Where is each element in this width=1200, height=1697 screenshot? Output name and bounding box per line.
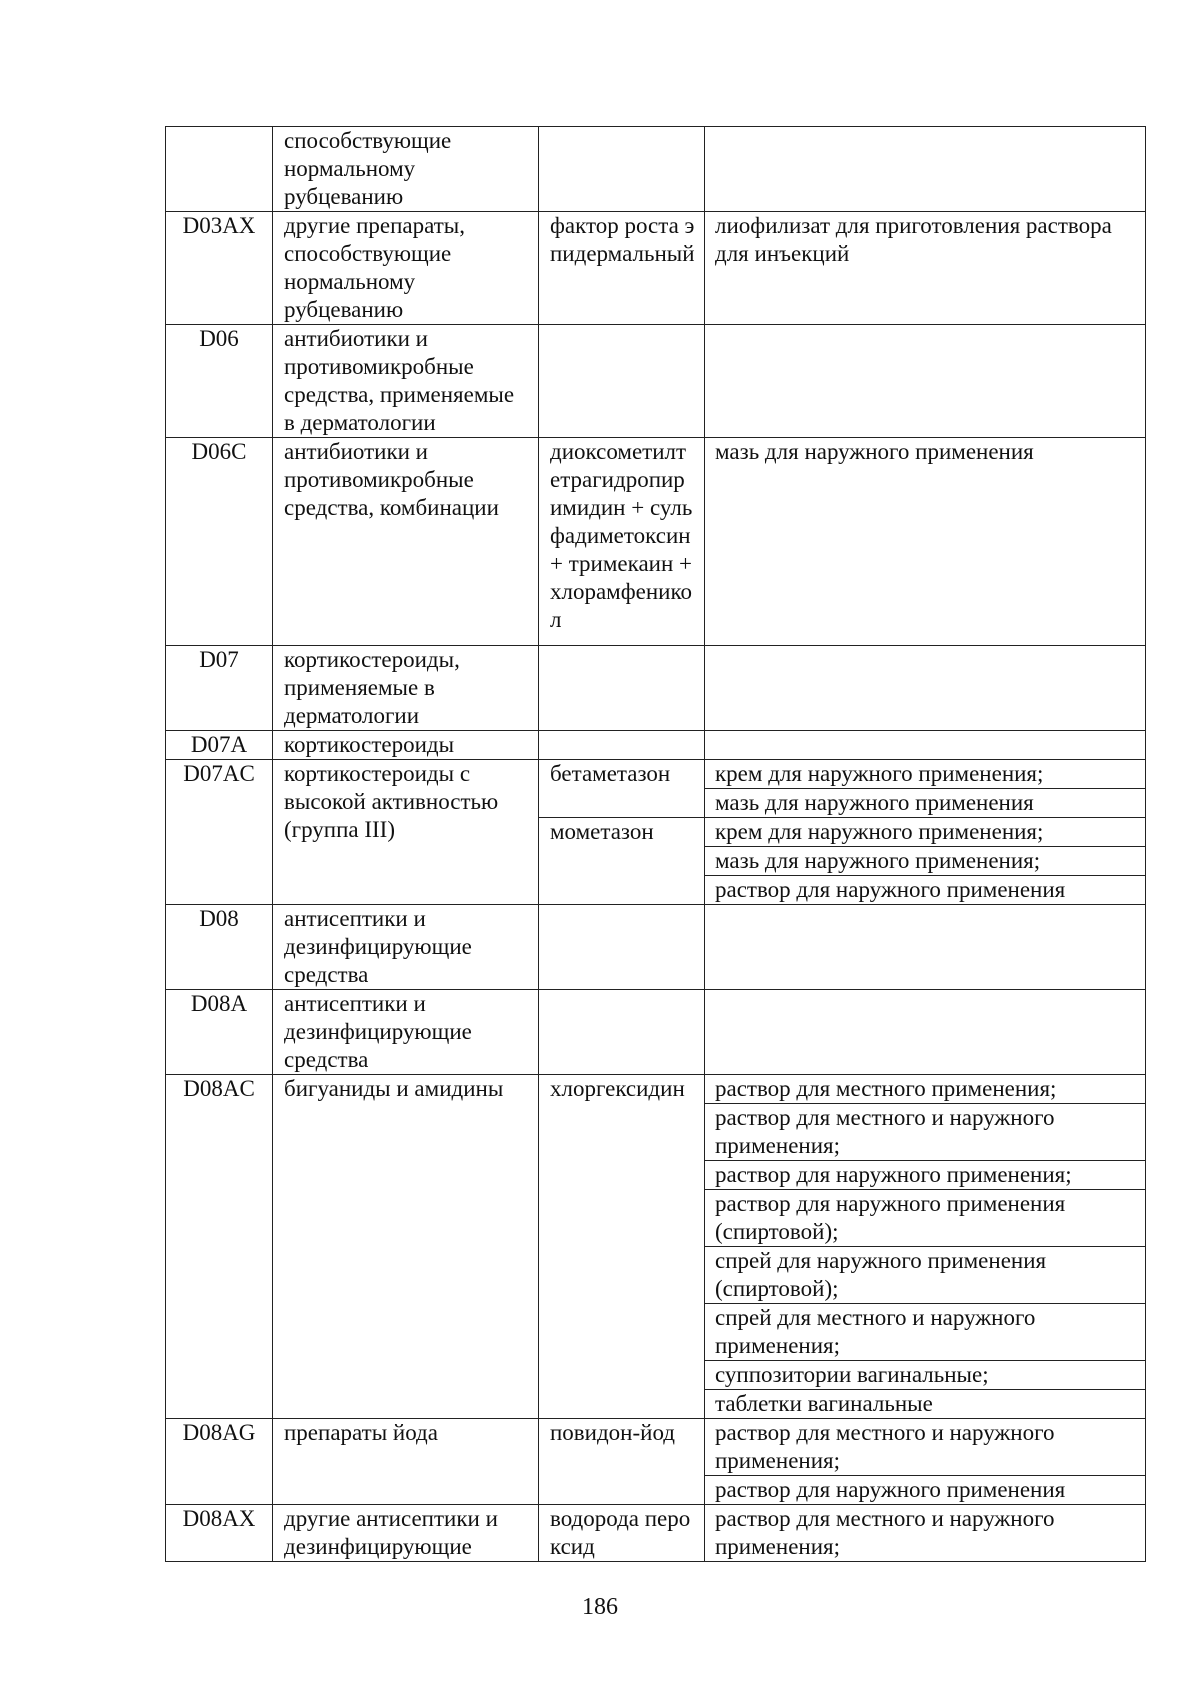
inn-name: мометазон	[539, 818, 705, 905]
dosage-forms-cell	[705, 760, 1146, 818]
dosage-forms-cell	[705, 212, 1146, 325]
dosage-form: мазь для наружного применения	[705, 788, 1145, 817]
dosage-form: раствор для наружного применения	[705, 875, 1145, 904]
dosage-forms-cell	[705, 325, 1146, 438]
dosage-forms-cell	[705, 818, 1146, 905]
table-row	[166, 1075, 1146, 1419]
dosage-form: спрей для местного и наружного применения;	[705, 1303, 1145, 1360]
table-row	[166, 760, 1146, 818]
dosage-form: мазь для наружного применения	[715, 439, 1034, 464]
dosage-forms-cell	[705, 990, 1146, 1075]
atc-code: D08AG	[166, 1419, 273, 1505]
inn-name	[539, 990, 705, 1075]
dosage-forms-cell	[705, 438, 1146, 646]
dosage-forms-cell	[705, 1505, 1146, 1562]
group-name: антисептики и дезинфицирующие средства	[273, 990, 539, 1075]
group-name: кортикостероиды	[273, 731, 539, 760]
dosage-form: спрей для наружного применения (спиртовой);	[705, 1246, 1145, 1303]
atc-code: D08AX	[166, 1505, 273, 1562]
table-row	[166, 905, 1146, 990]
inn-name: хлоргексидин	[539, 1075, 705, 1419]
dosage-forms-cell	[705, 1075, 1146, 1419]
dosage-form: раствор для наружного применения	[705, 1475, 1145, 1504]
dosage-form: раствор для местного и наружного применения;	[715, 1420, 1055, 1473]
atc-code	[166, 127, 273, 212]
inn-name	[539, 325, 705, 438]
inn-name: повидон-йод	[539, 1419, 705, 1505]
group-name: кортикостероиды, применяемые в дерматологии	[273, 646, 539, 731]
dosage-form: крем для наружного применения;	[715, 761, 1044, 786]
page-number: 186	[582, 1594, 618, 1620]
inn-name: бетаметазон	[539, 760, 705, 818]
dosage-form: мазь для наружного применения;	[705, 846, 1145, 875]
dosage-forms-cell	[705, 646, 1146, 731]
table-row	[166, 731, 1146, 760]
dosage-form: лиофилизат для приготовления раствора для инъекций	[715, 213, 1112, 266]
inn-name	[539, 646, 705, 731]
dosage-forms-cell	[705, 905, 1146, 990]
atc-code: D03AX	[166, 212, 273, 325]
group-name: другие антисептики и дезинфицирующие	[273, 1505, 539, 1562]
inn-name: диоксометилтетрагидропиримидин + сульфадиметоксин + тримекаин + хлорамфеникол	[539, 438, 705, 646]
atc-code: D06	[166, 325, 273, 438]
group-name: кортикостероиды с высокой активностью (группа III)	[273, 760, 539, 905]
table-row	[166, 127, 1146, 212]
group-name: антибиотики и противомикробные средства, применяемые в дерматологии	[273, 325, 539, 438]
dosage-form: раствор для местного применения;	[715, 1076, 1057, 1101]
group-name: другие препараты, способствующие нормальному рубцеванию	[273, 212, 539, 325]
table-row	[166, 438, 1146, 646]
table-row	[166, 646, 1146, 731]
atc-code: D08A	[166, 990, 273, 1075]
atc-code: D08AC	[166, 1075, 273, 1419]
table-row	[166, 990, 1146, 1075]
dosage-form: таблетки вагинальные	[705, 1389, 1145, 1418]
dosage-forms-cell	[705, 1419, 1146, 1505]
table-row	[166, 212, 1146, 325]
atc-code: D06C	[166, 438, 273, 646]
inn-name: фактор роста эпидермальный	[539, 212, 705, 325]
inn-name	[539, 127, 705, 212]
group-name: препараты йода	[273, 1419, 539, 1505]
inn-name: водорода пероксид	[539, 1505, 705, 1562]
table-row	[166, 1419, 1146, 1505]
atc-code: D07A	[166, 731, 273, 760]
atc-code: D08	[166, 905, 273, 990]
atc-code: D07AC	[166, 760, 273, 905]
group-name: антисептики и дезинфицирующие средства	[273, 905, 539, 990]
dosage-form: крем для наружного применения;	[715, 819, 1044, 844]
dosage-form: раствор для наружного применения (спиртовой);	[705, 1189, 1145, 1246]
inn-name	[539, 905, 705, 990]
dosage-form: раствор для наружного применения;	[705, 1160, 1145, 1189]
dosage-form: раствор для местного и наружного применения;	[705, 1103, 1145, 1160]
dosage-forms-cell	[705, 127, 1146, 212]
table-row	[166, 1505, 1146, 1562]
group-name: бигуаниды и амидины	[273, 1075, 539, 1419]
group-name: способствующие нормальному рубцеванию	[273, 127, 539, 212]
dosage-form: раствор для местного и наружного применения;	[715, 1506, 1055, 1559]
inn-name	[539, 731, 705, 760]
table-row	[166, 325, 1146, 438]
dosage-form: суппозитории вагинальные;	[705, 1360, 1145, 1389]
atc-code: D07	[166, 646, 273, 731]
drug-table	[165, 126, 1146, 1562]
dosage-forms-cell	[705, 731, 1146, 760]
group-name: антибиотики и противомикробные средства, комбинации	[273, 438, 539, 646]
